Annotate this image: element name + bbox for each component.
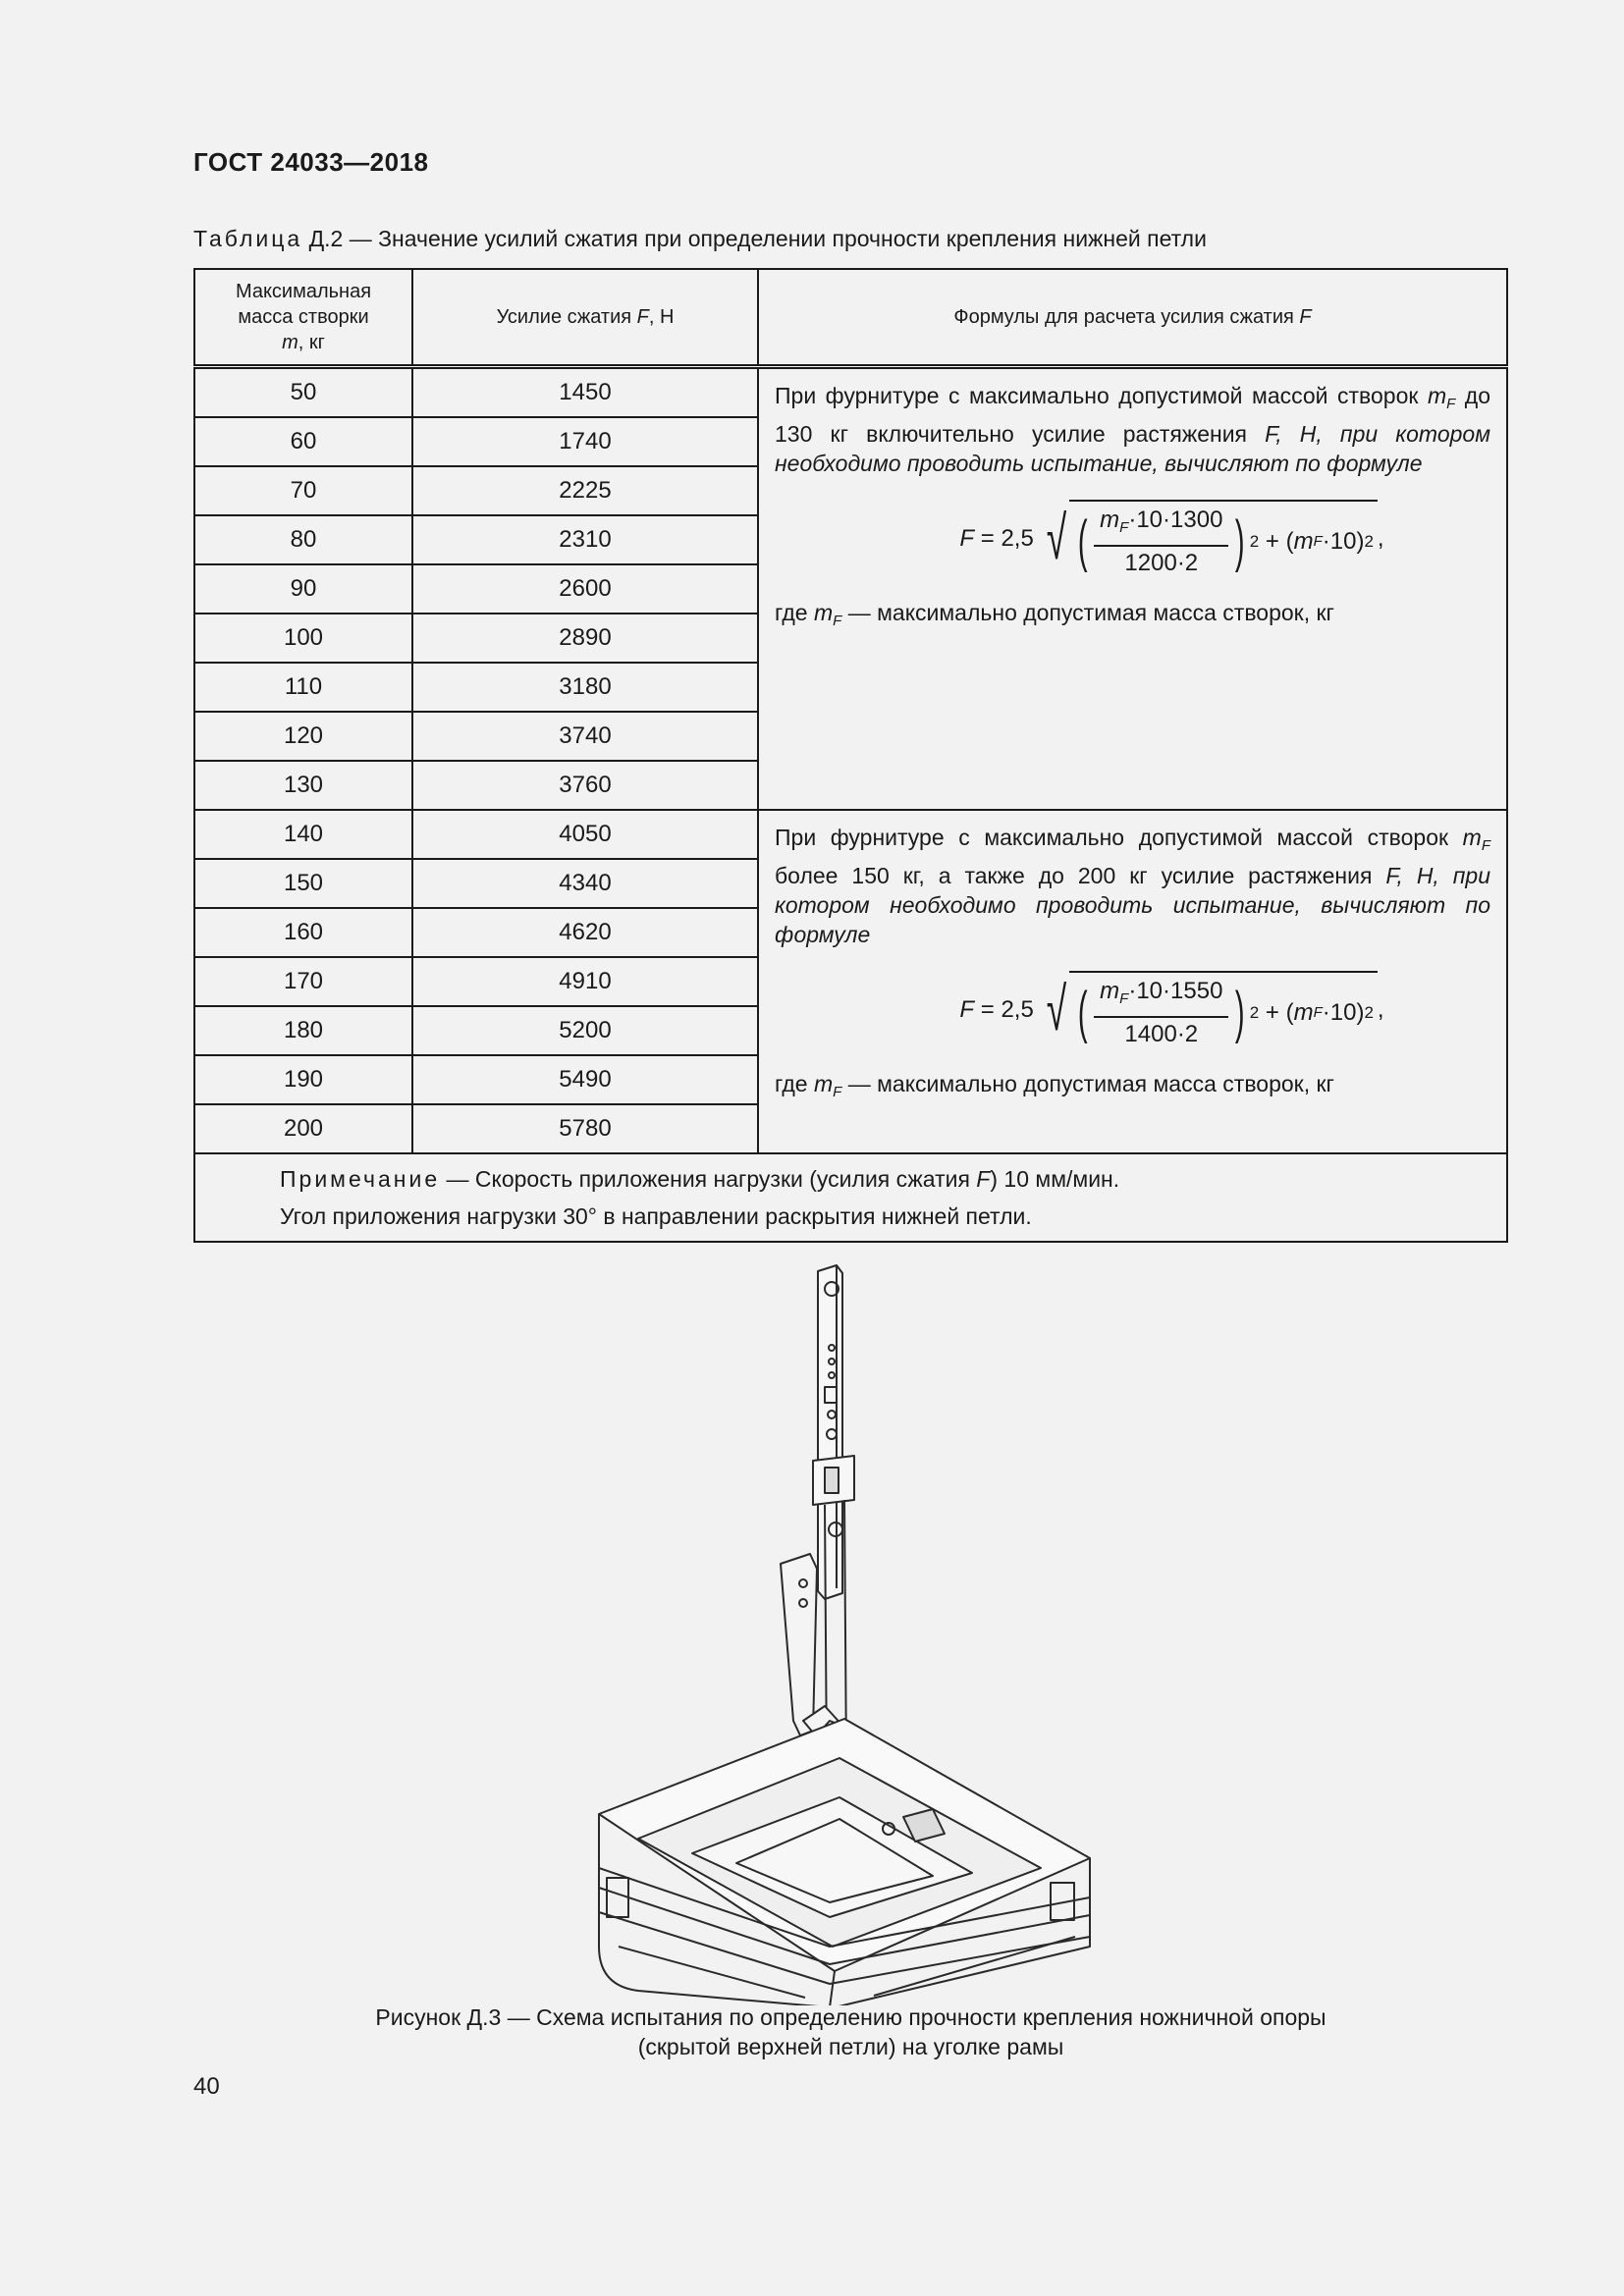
cell-mass: 180 [194, 1006, 412, 1055]
cell-force: 5780 [412, 1104, 758, 1153]
table-row [194, 810, 1507, 859]
cell-force: 3760 [412, 761, 758, 810]
cell-force: 4050 [412, 810, 758, 859]
cell-force: 4910 [412, 957, 758, 1006]
cell-mass: 80 [194, 515, 412, 564]
table-caption [193, 226, 1207, 252]
cell-mass: 50 [194, 367, 412, 418]
note-label: Примечание [280, 1166, 441, 1192]
hinge-arm [813, 1265, 854, 1775]
header-formula: Формулы для расчета усилия сжатия F [758, 269, 1507, 367]
cell-mass: 70 [194, 466, 412, 515]
cell-mass: 120 [194, 712, 412, 761]
formula-2-equation: F = 2,5 √ ( $\frac{m_F\cdot 10\cdot 1550}{1400\cdot 2}$ ) 2 + ( m F ·10) 2 , [853, 971, 1490, 1049]
table-note: Примечание — Скорость приложения нагрузки (усилия сжатия F) 10 мм/мин. Угол приложения нагрузки 30° в направлении раскрытия нижней петли. [194, 1153, 1507, 1242]
cell-mass: 90 [194, 564, 412, 614]
document-header: ГОСТ 24033—2018 [193, 147, 429, 177]
cell-force: 5200 [412, 1006, 758, 1055]
formula-1-where: где $m_F$ — максимально допустимая масса створок, кг [775, 600, 1334, 629]
cell-force: 2310 [412, 515, 758, 564]
cell-mass: 60 [194, 417, 412, 466]
formula-2-description: При фурнитуре с максимально допустимой массой створок $m_F$ более 150 кг, а также до 200 кг усилие растяжения F, Н, при котором необходимо проводить испытание, вычисляют по формуле [775, 825, 1490, 947]
figure-hinge-drawing [579, 1259, 1129, 2005]
header-force: Усилие сжатия F, Н [412, 269, 758, 367]
formula-cell-1 [758, 367, 1507, 811]
cell-mass: 190 [194, 1055, 412, 1104]
formula-1-equation: F = 2,5 √ ( $\frac{m_F\cdot 10\cdot 1300}{1200\cdot 2}$ ) 2 + ( m F ·10) 2 , [853, 500, 1490, 578]
cell-force: 2600 [412, 564, 758, 614]
cell-mass: 110 [194, 663, 412, 712]
cell-mass: 160 [194, 908, 412, 957]
page-number: 40 [193, 2073, 220, 2100]
formula-1-description: При фурнитуре с максимально допустимой массой створок $m_F$ до 130 кг включительно усилие растяжения F, Н, при котором необходимо проводить испытание, вычисляют по формуле [775, 383, 1491, 476]
formula-2-where: где $m_F$ — максимально допустимая масса створок, кг [775, 1071, 1334, 1100]
cell-mass: 100 [194, 614, 412, 663]
cell-force: 3180 [412, 663, 758, 712]
table-caption-text: Д.2 — Значение усилий сжатия при определении прочности крепления нижней петли [308, 226, 1207, 251]
note-line-2: Угол приложения нагрузки 30° в направлении раскрытия нижней петли. [280, 1203, 1032, 1229]
cell-mass: 200 [194, 1104, 412, 1153]
cell-mass: 140 [194, 810, 412, 859]
header-mass: Максимальная масса створки m, кг [194, 269, 412, 367]
table-caption-label: Таблица [193, 226, 303, 251]
force-table [193, 268, 1508, 1243]
cell-force: 3740 [412, 712, 758, 761]
cell-force: 2890 [412, 614, 758, 663]
frame-corner [599, 1719, 1090, 2005]
cell-mass: 150 [194, 859, 412, 908]
cell-force: 5490 [412, 1055, 758, 1104]
cell-mass: 170 [194, 957, 412, 1006]
cell-force: 4340 [412, 859, 758, 908]
cell-force: 2225 [412, 466, 758, 515]
cell-force: 1740 [412, 417, 758, 466]
cell-force: 4620 [412, 908, 758, 957]
table-row [194, 367, 1507, 418]
formula-cell-2 [758, 810, 1507, 1153]
table-header-row [194, 269, 1507, 367]
table-note-row [194, 1153, 1507, 1242]
figure-caption: Рисунок Д.3 — Схема испытания по определению прочности крепления ножничной опоры (скрытой верхней петли) на уголке рамы [375, 2004, 1326, 2059]
cell-force: 1450 [412, 367, 758, 418]
cell-mass: 130 [194, 761, 412, 810]
